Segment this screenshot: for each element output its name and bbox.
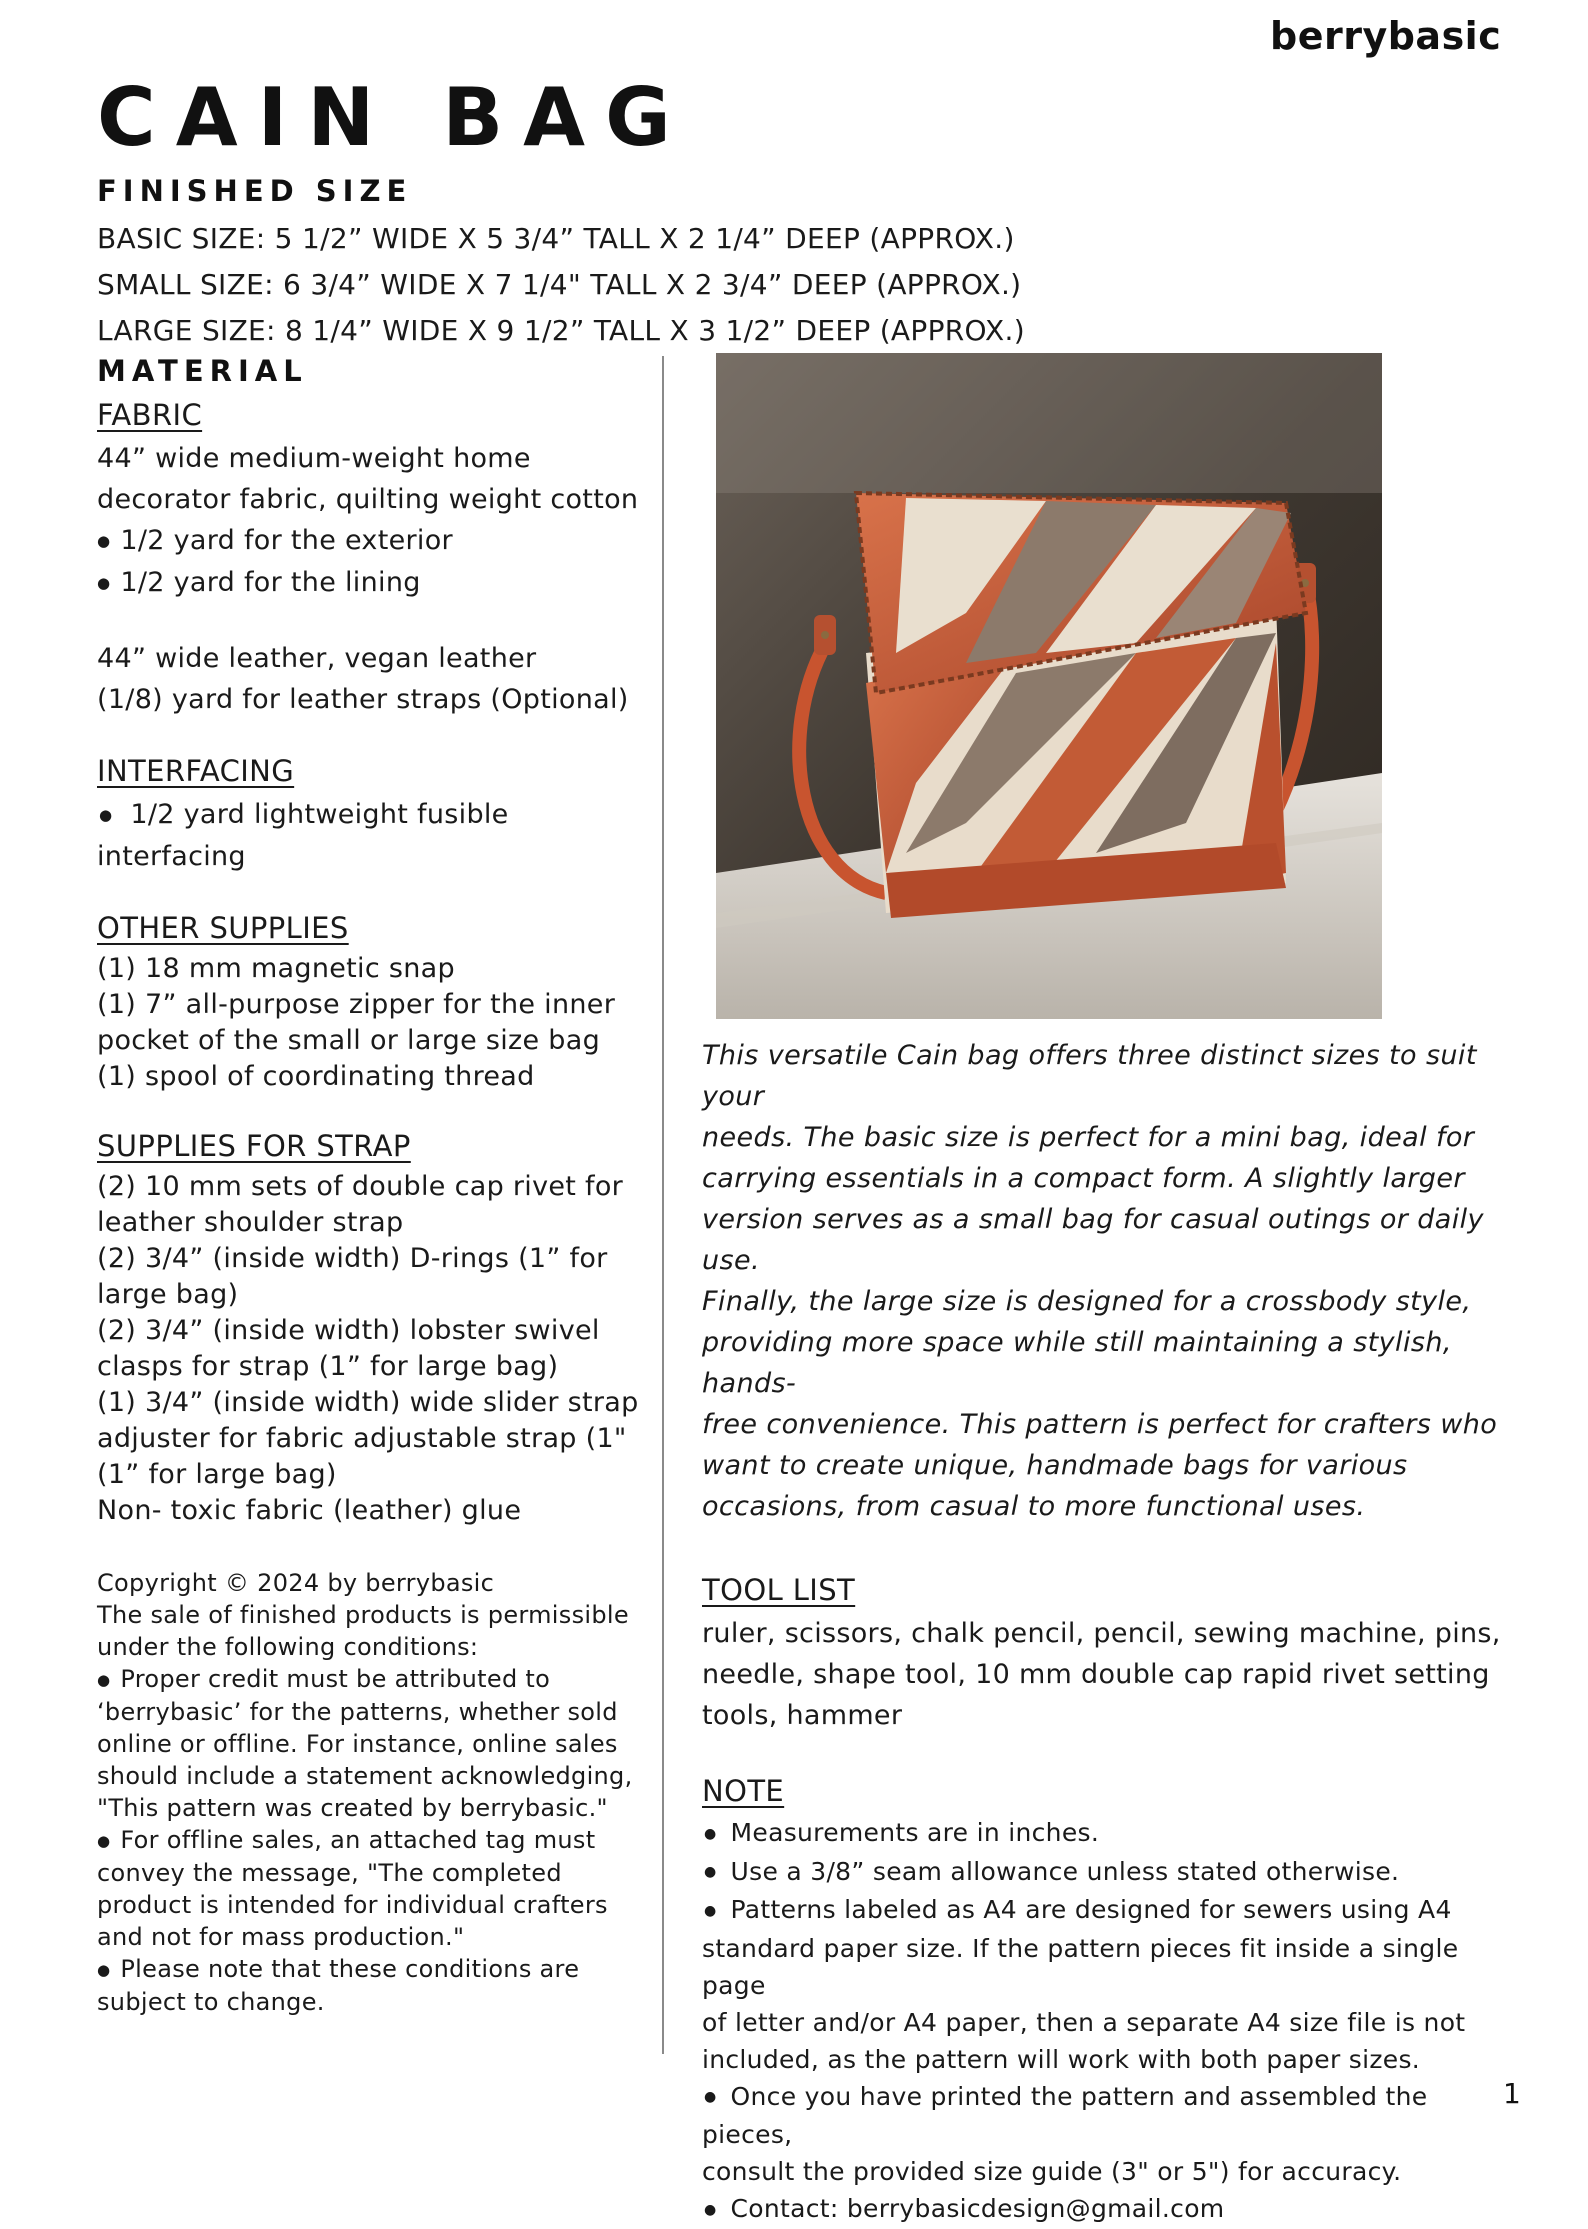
tool-list-heading: TOOL LIST — [702, 1573, 856, 1607]
strap-supplies-line: adjuster for fabric adjustable strap (1" — [97, 1423, 627, 1454]
page-number: 1 — [1503, 2077, 1521, 2110]
fabric-desc-line: decorator fabric, quilting weight cotton — [97, 484, 639, 515]
strap-supplies-line: Non- toxic fabric (leather) glue — [97, 1495, 522, 1526]
leather-line: (1/8) yard for leather straps (Optional) — [97, 684, 629, 715]
strap-supplies-line: leather shoulder strap — [97, 1207, 404, 1238]
bag-photo — [716, 353, 1382, 1019]
description-line: This versatile Cain bag offers three distinct sizes to suit your — [702, 1040, 1477, 1112]
copyright-line: The sale of finished products is permissible — [97, 1601, 629, 1629]
fabric-heading: FABRIC — [97, 398, 203, 432]
interfacing-text: 1/2 yard lightweight fusible — [130, 799, 509, 830]
note-heading: NOTE — [702, 1774, 785, 1808]
copyright-bullet-line: ● Please note that these conditions are — [97, 1953, 657, 1986]
strap-supplies-line: (2) 3/4” (inside width) lobster swivel — [97, 1315, 600, 1346]
copyright-line: subject to change. — [97, 1988, 325, 2016]
note-item-a4: ● Patterns labeled as A4 are designed for sewers using A4 — [702, 1891, 1502, 1930]
other-supplies-line: (1) 18 mm magnetic snap — [97, 953, 455, 984]
page-title: CAIN BAG — [97, 71, 691, 164]
finished-size-section — [97, 174, 1025, 354]
column-divider — [662, 356, 664, 2054]
fabric-bullet-lining: ● 1/2 yard for the lining — [97, 562, 657, 604]
description-column — [702, 1035, 1502, 2229]
tool-list-line: tools, hammer — [702, 1700, 903, 1731]
note-item-size-guide-cont: consult the provided size guide (3" or 5") for accuracy. — [702, 2157, 1402, 2186]
copyright-line: and not for mass production." — [97, 1923, 465, 1951]
copyright-line: online or offline. For instance, online sales — [97, 1730, 618, 1758]
interfacing-heading: INTERFACING — [97, 754, 295, 788]
fabric-desc-line: 44” wide medium-weight home — [97, 443, 531, 474]
brand-logo: berrybasic — [1270, 14, 1502, 58]
large-size-line: LARGE SIZE: 8 1/4” WIDE X 9 1/2” TALL X 3 1/2” DEEP (APPROX.) — [97, 314, 1025, 347]
note-item-a4-cont: included, as the pattern will work with both paper sizes. — [702, 2044, 1421, 2074]
strap-supplies-line: (2) 10 mm sets of double cap rivet for — [97, 1171, 624, 1202]
note-item-a4-cont: of letter and/or A4 paper, then a separate A4 size file is not — [702, 2007, 1466, 2037]
note-item-seam: ● Use a 3/8” seam allowance unless stated otherwise. — [702, 1853, 1502, 1892]
note-item-measurements: ● Measurements are in inches. — [702, 1814, 1502, 1853]
strap-supplies-line: (1) 3/4” (inside width) wide slider strap — [97, 1387, 639, 1418]
leather-line: 44” wide leather, vegan leather — [97, 643, 537, 674]
fabric-bullet-exterior: ● 1/2 yard for the exterior — [97, 520, 657, 562]
copyright-line: should include a statement acknowledging, — [97, 1762, 633, 1790]
strap-supplies-heading: SUPPLIES FOR STRAP — [97, 1129, 411, 1163]
copyright-line: ‘berrybasic’ for the patterns, whether sold — [97, 1698, 618, 1726]
description-line: needs. The basic size is perfect for a mini bag, ideal for — [702, 1122, 1475, 1153]
copyright-bullet-line: ● Proper credit must be attributed to — [97, 1663, 657, 1696]
tool-list-line: ruler, scissors, chalk pencil, pencil, sewing machine, pins, — [702, 1618, 1501, 1649]
copyright-block — [97, 1567, 657, 2018]
basic-size-line: BASIC SIZE: 5 1/2” WIDE X 5 3/4” TALL X 2 1/4” DEEP (APPROX.) — [97, 222, 1015, 255]
strap-supplies-line: large bag) — [97, 1279, 239, 1310]
description-line: free convenience. This pattern is perfect for crafters who — [702, 1409, 1498, 1440]
other-supplies-line: pocket of the small or large size bag — [97, 1025, 601, 1056]
other-supplies-line: (1) spool of coordinating thread — [97, 1061, 535, 1092]
strap-supplies-line: (2) 3/4” (inside width) D-rings (1” for — [97, 1243, 608, 1274]
note-item-contact: ● Contact: berrybasicdesign@gmail.com — [702, 2190, 1502, 2229]
interfacing-line: ● 1/2 yard lightweight fusible — [99, 799, 509, 830]
description-line: Finally, the large size is designed for a crossbody style, — [702, 1286, 1472, 1317]
copyright-line: Copyright © 2024 by berrybasic — [97, 1569, 495, 1597]
description-line: providing more space while still maintaining a stylish, hands- — [702, 1327, 1452, 1399]
other-supplies-line: (1) 7” all-purpose zipper for the inner — [97, 989, 616, 1020]
material-heading: MATERIAL — [97, 354, 308, 388]
strap-supplies-line: clasps for strap (1” for large bag) — [97, 1351, 559, 1382]
copyright-bullet-line: ● For offline sales, an attached tag must — [97, 1824, 657, 1857]
material-column — [97, 354, 657, 2018]
description-line: version serves as a small bag for casual outings or daily use. — [702, 1204, 1484, 1276]
finished-size-heading: FINISHED SIZE — [97, 174, 413, 208]
description-line: carrying essentials in a compact form. A slightly larger — [702, 1163, 1465, 1194]
copyright-line: under the following conditions: — [97, 1633, 479, 1661]
interfacing-line: interfacing — [97, 841, 246, 872]
other-supplies-heading: OTHER SUPPLIES — [97, 911, 349, 945]
description-line: occasions, from casual to more functional uses. — [702, 1491, 1366, 1522]
note-item-size-guide: ● Once you have printed the pattern and assembled the pieces, — [702, 2078, 1502, 2154]
small-size-line: SMALL SIZE: 6 3/4” WIDE X 7 1/4" TALL X 2 3/4” DEEP (APPROX.) — [97, 268, 1022, 301]
description-line: want to create unique, handmade bags for various — [702, 1450, 1408, 1481]
copyright-line: product is intended for individual crafters — [97, 1891, 608, 1919]
strap-supplies-line: (1” for large bag) — [97, 1459, 337, 1490]
copyright-line: "This pattern was created by berrybasic." — [97, 1794, 608, 1822]
note-item-a4-cont: standard paper size. If the pattern pieces fit inside a single page — [702, 1933, 1459, 2000]
copyright-line: convey the message, "The completed — [97, 1859, 562, 1887]
tool-list-line: needle, shape tool, 10 mm double cap rapid rivet setting — [702, 1659, 1490, 1690]
